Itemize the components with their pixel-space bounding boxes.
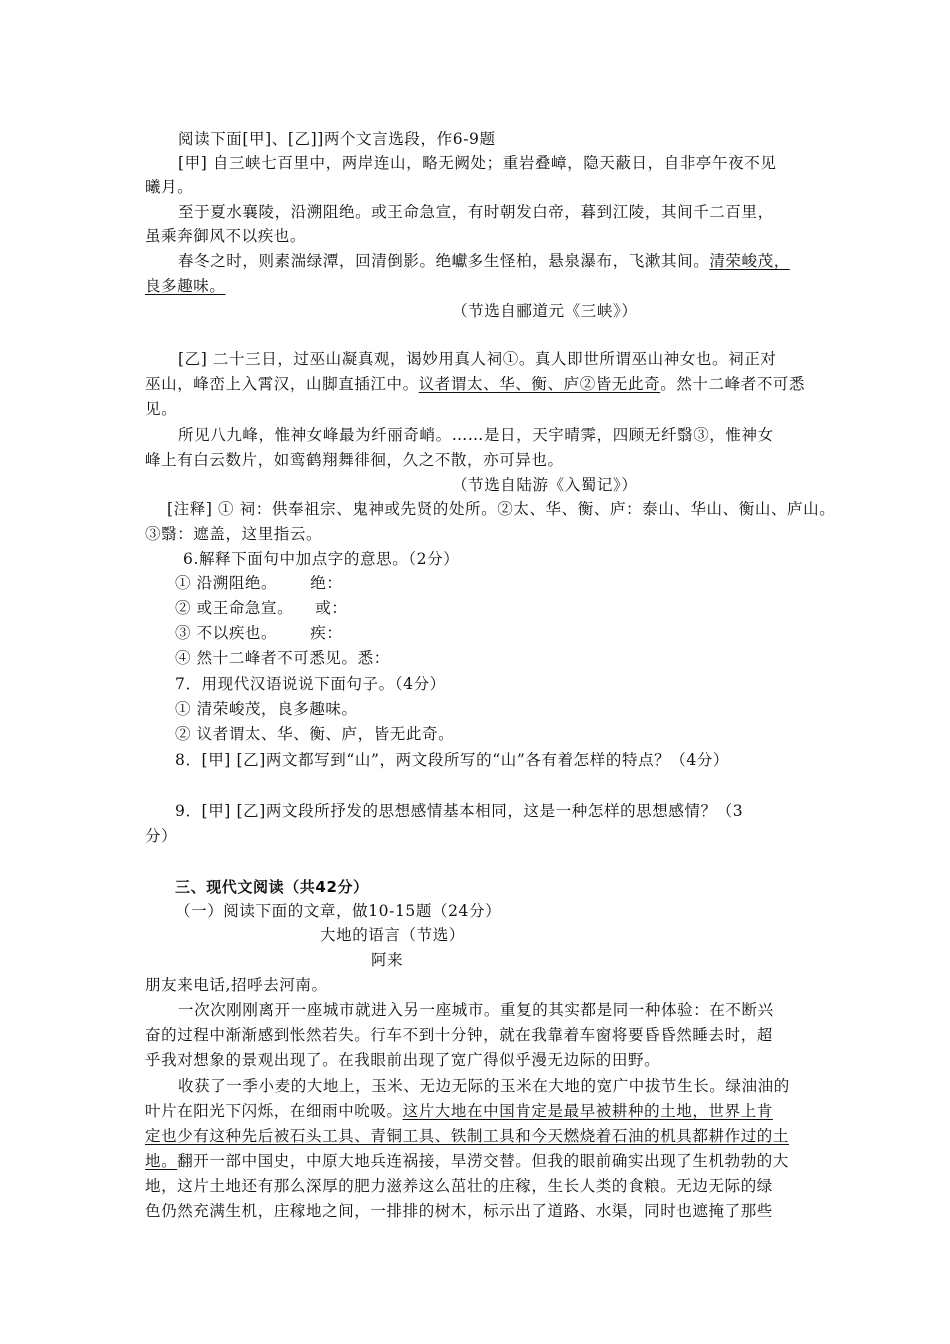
yi-paragraph-2-line-2: 峰上有白云数片，如鸾鹤翔舞徘徊，久之不散，亦可异也。 — [145, 451, 564, 469]
question-6-item-4: ④ 然十二峰者不可悉见。悉： — [175, 649, 390, 667]
notes-line-2: ③翳：遮盖，这里指云。 — [145, 525, 323, 543]
section-3-subheading: （一）阅读下面的文章，做10-15题（24分） — [175, 902, 502, 920]
article-paragraph-3-line-6: 色仍然充满生机，庄稼地之间，一排排的树木，标示出了道路、水渠，同时也遮掩了那些 — [145, 1202, 773, 1220]
question-6-item-2: ② 或王命急宣。 或： — [175, 599, 348, 617]
jia-paragraph-1-line-1: [甲] 自三峡七百里中，两岸连山，略无阙处；重岩叠嶂，隐天蔽日，自非亭午夜不见 — [178, 154, 777, 172]
yi-paragraph-1-line-3: 见。 — [145, 400, 178, 418]
yi-paragraph-1-line-1: [乙] 二十三日，过巫山凝真观，谒妙用真人祠①。真人即世所谓巫山神女也。祠正对 — [178, 350, 777, 368]
article-paragraph-3-line-5: 地，这片土地还有那么深厚的肥力滋养这么茁壮的庄稼，生长人类的食粮。无边无际的绿 — [145, 1177, 773, 1195]
section-3-heading: 三、现代文阅读（共42分） — [175, 878, 369, 896]
article-paragraph-3-line-4: 地。翻开一部中国史，中原大地兵连祸接，旱涝交替。但我的眼前确实出现了生机勃勃的大 — [145, 1152, 790, 1170]
jia-paragraph-2-line-1: 至于夏水襄陵，沿溯阻绝。或王命急宣，有时朝发白帝，暮到江陵，其间千二百里， — [178, 203, 774, 221]
question-9-line-1: 9．[甲] [乙]两文段所抒发的思想感情基本相同，这是一种怎样的思想感情？（3 — [175, 802, 744, 820]
jia-paragraph-2-line-2: 虽乘奔御风不以疾也。 — [145, 227, 307, 245]
underlined-sentence-article-cont: 定也少有这种先后被石头工具、青铜工具、铁制工具和今天燃烧着石油的机具都耕作过的土 — [145, 1127, 790, 1145]
question-6-item-3: ③ 不以疾也。 疾： — [175, 624, 343, 642]
article-paragraph-2-line-2: 奋的过程中渐渐感到怅然若失。行车不到十分钟，就在我靠着车窗将要昏昏然睡去时，超 — [145, 1026, 773, 1044]
question-6: 6.解释下面句中加点字的意思。（2分） — [183, 550, 460, 568]
underlined-sentence-jia: 清荣峻茂， — [709, 252, 790, 270]
article-paragraph-3-line-2: 叶片在阳光下闪烁，在细雨中吮吸。这片大地在中国肯定是最早被耕种的土地，世界上肯 — [145, 1102, 773, 1120]
jia-paragraph-3-line-2 — [145, 275, 226, 297]
notes-line-1: [注释] ① 祠：供奉祖宗、鬼神或先贤的处所。②太、华、衡、庐：泰山、华山、衡山、庐山。 — [167, 500, 836, 518]
article-paragraph-3-line-3 — [145, 1125, 789, 1147]
question-7-item-1: ① 清荣峻茂，良多趣味。 — [175, 700, 358, 718]
question-6-item-1: ① 沿溯阻绝。 绝： — [175, 574, 343, 592]
article-author: 阿来 — [371, 951, 404, 969]
article-paragraph-2-line-1: 一次次刚刚离开一座城市就进入另一座城市。重复的其实都是同一种体验：在不断兴 — [178, 1001, 774, 1019]
underlined-sentence-yi: 议者谓太、华、衡、庐②皆无此奇 — [418, 375, 661, 393]
underlined-sentence-article-end: 地。 — [145, 1152, 178, 1170]
article-title: 大地的语言（节选） — [320, 926, 465, 944]
underlined-sentence-article: 这片大地在中国肯定是最早被耕种的土地，世界上肯 — [402, 1102, 773, 1120]
article-paragraph-3-line-1: 收获了一季小麦的大地上，玉米、无边无际的玉米在大地的宽广中拔节生长。绿油油的 — [178, 1077, 790, 1095]
underlined-sentence-jia-cont: 良多趣味。 — [145, 277, 226, 295]
jia-paragraph-3-line-1: 春冬之时，则素湍绿潭，回清倒影。绝巘多生怪柏，悬泉瀑布，飞漱其间。清荣峻茂， — [178, 252, 790, 270]
yi-paragraph-2-line-1: 所见八九峰，惟神女峰最为纤丽奇峭。……是日，天宇晴霁，四顾无纤翳③，惟神女 — [178, 426, 774, 444]
article-paragraph-2-line-3: 乎我对想象的景观出现了。在我眼前出现了宽广得似乎漫无边际的田野。 — [145, 1051, 661, 1069]
yi-source: （节选自陆游《入蜀记》） — [452, 476, 638, 494]
jia-source: （节选自郦道元《三峡》） — [452, 302, 638, 320]
jia-paragraph-1-line-2: 曦月。 — [145, 178, 194, 196]
question-7: 7．用现代汉语说说下面句子。（4分） — [175, 675, 446, 693]
yi-paragraph-1-line-2: 巫山，峰峦上入霄汉，山脚直插江中。议者谓太、华、衡、庐②皆无此奇。然十二峰者不可悉 — [145, 375, 806, 393]
reading-intro: 阅读下面[甲]、[乙]]两个文言选段，作6-9题 — [178, 130, 496, 148]
question-9-line-2: 分） — [145, 827, 178, 845]
article-paragraph-1: 朋友来电话,招呼去河南。 — [145, 976, 328, 994]
question-7-item-2: ② 议者谓太、华、衡、庐，皆无此奇。 — [175, 725, 455, 743]
question-8: 8．[甲] [乙]两文都写到“山”，两文段所写的“山”各有着怎样的特点？（4分） — [175, 751, 730, 769]
